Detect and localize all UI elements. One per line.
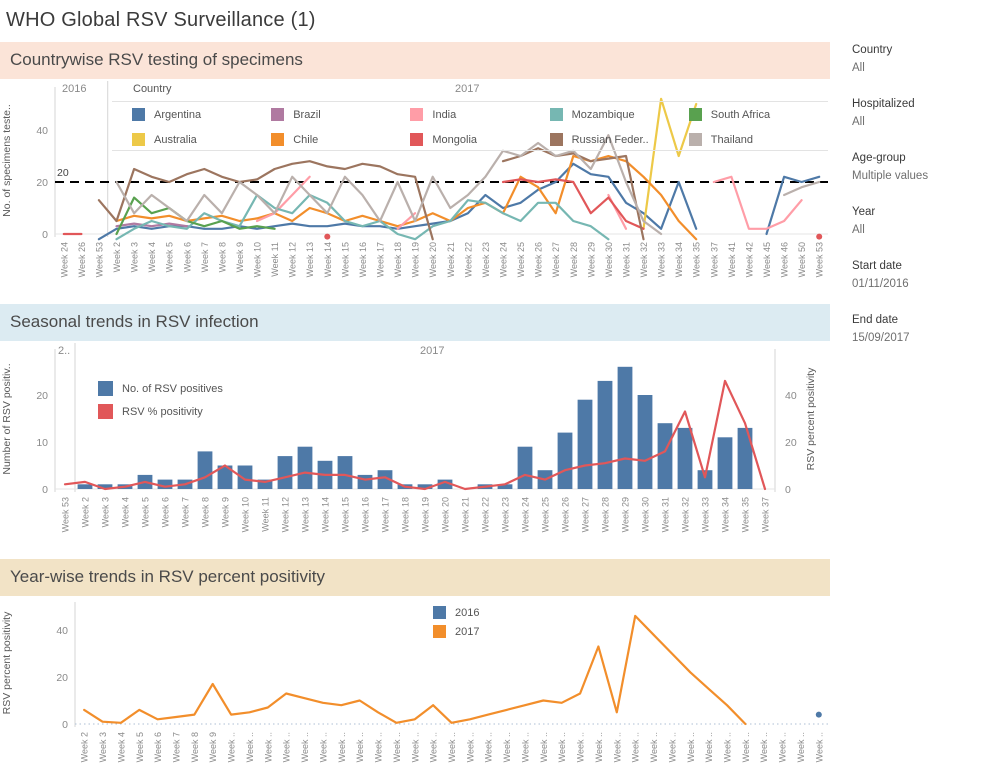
svg-text:0: 0 (42, 484, 48, 496)
legend-item-mongolia[interactable] (410, 133, 549, 146)
svg-text:Week 23: Week 23 (480, 241, 491, 278)
svg-text:Week 14: Week 14 (320, 497, 331, 533)
svg-text:Week 6: Week 6 (160, 497, 171, 528)
filter-label: Hospitalized (852, 98, 915, 110)
svg-text:0: 0 (62, 719, 68, 731)
svg-text:Week ..: Week .. (814, 732, 825, 763)
svg-text:Week 34: Week 34 (674, 242, 685, 278)
specimens-pane-header (0, 83, 830, 101)
svg-text:Week 17: Week 17 (375, 242, 386, 278)
svg-text:Week 16: Week 16 (360, 497, 371, 533)
svg-text:Week ..: Week .. (538, 732, 549, 763)
svg-text:Week 24: Week 24 (59, 242, 70, 278)
svg-text:Week 22: Week 22 (463, 242, 474, 278)
legend-swatch (410, 133, 423, 146)
svg-text:Week 30: Week 30 (603, 242, 614, 278)
legend-label: 2016 (455, 606, 480, 619)
svg-text:Week 24: Week 24 (520, 497, 531, 533)
svg-text:20: 20 (36, 177, 48, 189)
legend-label: India (432, 108, 457, 121)
svg-text:Week 26: Week 26 (533, 242, 544, 278)
legend-item-thailand[interactable] (689, 133, 828, 146)
legend-label: Thailand (710, 133, 753, 146)
legend-swatch (410, 108, 423, 121)
filter-age-group (852, 152, 976, 182)
svg-text:Week ..: Week .. (777, 732, 788, 763)
svg-text:Week 21: Week 21 (445, 242, 456, 278)
svg-text:Week 29: Week 29 (586, 242, 597, 278)
filter-value-dropdown[interactable]: 01/11/2016 (852, 278, 909, 290)
svg-text:Week ..: Week .. (410, 732, 421, 763)
svg-text:Week 5: Week 5 (164, 242, 175, 273)
svg-text:Week 35: Week 35 (691, 242, 702, 278)
legend-title: Country (133, 83, 172, 95)
svg-text:Week 8: Week 8 (217, 242, 228, 273)
pane-label-2017: 2017 (420, 345, 445, 357)
svg-text:Week 26: Week 26 (76, 242, 87, 278)
svg-text:Week 15: Week 15 (340, 497, 351, 533)
svg-text:Week ..: Week .. (740, 732, 751, 763)
svg-text:20: 20 (36, 390, 48, 402)
chart-specimens (0, 79, 830, 304)
legend-label: South Africa (710, 108, 771, 121)
svg-text:Week 37: Week 37 (760, 497, 771, 533)
svg-text:Week 10: Week 10 (252, 242, 263, 278)
yearwise-chart-canvas[interactable] (0, 596, 830, 780)
svg-text:Week 33: Week 33 (656, 242, 667, 278)
svg-text:Week ..: Week .. (722, 732, 733, 763)
legend-swatch (132, 133, 145, 146)
svg-text:Week 24: Week 24 (498, 242, 509, 278)
legend-label: No. of RSV positives (122, 382, 223, 395)
svg-text:Week ..: Week .. (593, 732, 604, 763)
filter-start-date (852, 260, 976, 290)
legend-item-mozambique[interactable] (550, 108, 689, 121)
chart-seasonal (0, 341, 830, 559)
svg-text:40: 40 (56, 625, 68, 637)
svg-text:Week 32: Week 32 (680, 497, 691, 533)
svg-text:Week 30: Week 30 (640, 497, 651, 533)
svg-text:Week 19: Week 19 (410, 242, 421, 278)
svg-text:Week 37: Week 37 (709, 242, 720, 278)
legend-item-2017[interactable] (433, 625, 479, 638)
svg-text:Week 53: Week 53 (60, 497, 71, 533)
filter-label: Start date (852, 260, 902, 272)
filter-value-dropdown[interactable]: All (852, 224, 865, 236)
svg-text:Week ..: Week .. (373, 732, 384, 763)
svg-text:Week ..: Week .. (630, 732, 641, 763)
svg-text:Week 10: Week 10 (240, 497, 251, 533)
legend-item-chile[interactable] (271, 133, 410, 146)
svg-text:Week 4: Week 4 (120, 497, 131, 528)
filter-label: Age-group (852, 152, 906, 164)
svg-text:Week 25: Week 25 (516, 242, 527, 278)
legend-label: Chile (293, 133, 319, 146)
svg-text:Week 32: Week 32 (639, 242, 650, 278)
svg-text:Week ..: Week .. (281, 732, 292, 763)
svg-text:Week 41: Week 41 (726, 242, 737, 278)
svg-text:Week 18: Week 18 (393, 242, 404, 278)
svg-text:Week 35: Week 35 (740, 497, 751, 533)
svg-text:Week ..: Week .. (428, 732, 439, 763)
svg-text:Week 17: Week 17 (380, 497, 391, 533)
svg-text:Week ..: Week .. (263, 732, 274, 763)
legend-swatch (689, 133, 702, 146)
svg-text:Week ..: Week .. (612, 732, 623, 763)
svg-text:Week 8: Week 8 (200, 497, 211, 528)
svg-text:Week ..: Week .. (226, 732, 237, 763)
svg-text:Week ..: Week .. (465, 732, 476, 763)
svg-text:Week 22: Week 22 (480, 497, 491, 533)
legend-swatch (550, 108, 563, 121)
svg-text:Week 13: Week 13 (305, 242, 316, 278)
svg-text:Week 2: Week 2 (80, 497, 91, 528)
legend-label: 2017 (455, 625, 480, 638)
pane-label-2016-trunc: 2.. (58, 345, 71, 357)
legend-swatch (433, 625, 446, 638)
svg-text:Week ..: Week .. (520, 732, 531, 763)
svg-text:Week ..: Week .. (355, 732, 366, 763)
legend-swatch (433, 606, 446, 619)
svg-text:Week ..: Week .. (795, 732, 806, 763)
legend-item-2016[interactable] (433, 606, 479, 619)
legend-label: Argentina (154, 108, 202, 121)
svg-text:Week 3: Week 3 (100, 497, 111, 528)
legend-item-argentina[interactable] (132, 108, 271, 121)
svg-text:Week ..: Week .. (649, 732, 660, 763)
svg-text:Week 25: Week 25 (540, 497, 551, 533)
country-legend (112, 101, 828, 151)
legend-item-russian-feder-[interactable] (550, 133, 689, 146)
svg-text:Week 12: Week 12 (287, 242, 298, 278)
svg-text:Week 5: Week 5 (134, 732, 145, 763)
filter-label: End date (852, 314, 899, 326)
svg-text:20: 20 (56, 672, 68, 684)
seasonal-legend (98, 381, 223, 427)
filter-value-dropdown[interactable]: 15/09/2017 (852, 332, 910, 344)
svg-text:Week 50: Week 50 (797, 242, 808, 278)
svg-text:Week ..: Week .. (336, 732, 347, 763)
seasonal-pane-header (0, 345, 830, 361)
legend-swatch (132, 108, 145, 121)
filter-end-date (852, 314, 976, 344)
svg-text:Week ..: Week .. (575, 732, 586, 763)
svg-text:Week 7: Week 7 (171, 732, 182, 763)
legend-item-no-of-rsv-positives[interactable] (98, 381, 223, 396)
svg-text:Week ..: Week .. (318, 732, 329, 763)
svg-text:Number of RSV positiv..: Number of RSV positiv.. (1, 363, 13, 475)
svg-text:Week 26: Week 26 (560, 497, 571, 533)
section-header-seasonal: Seasonal trends in RSV infection (0, 304, 830, 341)
legend-label: Australia (154, 133, 197, 146)
svg-text:Week ..: Week .. (244, 732, 255, 763)
svg-text:Week ..: Week .. (391, 732, 402, 763)
svg-text:Week 9: Week 9 (234, 242, 245, 273)
svg-text:Week ..: Week .. (447, 732, 457, 763)
svg-text:Week 3: Week 3 (98, 732, 109, 763)
filter-hospitalized (852, 98, 976, 128)
svg-text:Week ..: Week .. (667, 732, 678, 763)
page-title: WHO Global RSV Surveillance (1) (6, 9, 316, 31)
svg-text:Week ..: Week .. (704, 732, 715, 763)
legend-label: Brazil (293, 108, 321, 121)
legend-item-brazil[interactable] (271, 108, 410, 121)
svg-text:20: 20 (57, 167, 69, 179)
svg-text:Week 7: Week 7 (180, 497, 191, 528)
svg-text:Week 14: Week 14 (322, 242, 333, 278)
svg-text:Week 19: Week 19 (420, 497, 431, 533)
svg-text:Week 20: Week 20 (440, 497, 451, 533)
filter-value-dropdown[interactable]: All (852, 116, 865, 128)
pane-label-2017: 2017 (455, 83, 480, 95)
svg-text:0: 0 (42, 229, 48, 241)
svg-text:40: 40 (36, 125, 48, 137)
svg-text:Week 23: Week 23 (500, 497, 511, 533)
filter-value-dropdown[interactable]: Multiple values (852, 170, 929, 182)
svg-text:Week 29: Week 29 (620, 497, 631, 533)
legend-swatch (689, 108, 702, 121)
svg-text:Week 2: Week 2 (79, 732, 90, 763)
svg-text:Week ..: Week .. (502, 732, 513, 763)
legend-item-south-africa[interactable] (689, 108, 828, 121)
svg-text:40: 40 (785, 390, 797, 402)
svg-text:Week 8: Week 8 (189, 732, 200, 763)
svg-text:Week 53: Week 53 (94, 242, 105, 278)
svg-text:Week 5: Week 5 (140, 497, 151, 528)
filter-value-dropdown[interactable]: All (852, 62, 865, 74)
svg-text:Week 28: Week 28 (600, 497, 611, 533)
svg-text:Week 45: Week 45 (762, 242, 773, 278)
svg-text:Week 3: Week 3 (129, 242, 140, 273)
svg-text:Week 42: Week 42 (744, 242, 755, 278)
svg-text:Week 7: Week 7 (199, 242, 210, 273)
svg-text:RSV percent positivity: RSV percent positivity (1, 611, 13, 715)
svg-text:Week ..: Week .. (557, 732, 568, 763)
svg-text:Week 18: Week 18 (400, 497, 411, 533)
svg-text:Week 34: Week 34 (720, 497, 731, 533)
legend-item-rsv-positivity[interactable] (98, 404, 223, 419)
svg-text:Week 27: Week 27 (551, 242, 562, 278)
legend-label: Mongolia (432, 133, 478, 146)
svg-text:Week 6: Week 6 (182, 242, 193, 273)
svg-text:Week 27: Week 27 (580, 497, 591, 533)
svg-text:Week 2: Week 2 (111, 242, 122, 273)
legend-swatch (271, 133, 284, 146)
svg-text:Week 11: Week 11 (260, 497, 271, 532)
section-header-yearwise: Year-wise trends in RSV percent positivity (0, 559, 830, 596)
legend-swatch (98, 404, 113, 419)
svg-text:Week 15: Week 15 (340, 242, 351, 278)
svg-text:Week 53: Week 53 (814, 242, 825, 278)
svg-text:10: 10 (36, 437, 48, 449)
seasonal-chart-canvas[interactable] (0, 341, 830, 559)
filter-label: Country (852, 44, 893, 56)
svg-text:Week ..: Week .. (759, 732, 770, 763)
svg-text:Week 33: Week 33 (700, 497, 711, 533)
year-legend (433, 606, 479, 644)
legend-swatch (271, 108, 284, 121)
section-header-specimens: Countrywise RSV testing of specimens (0, 42, 830, 79)
svg-text:RSV percent positivity: RSV percent positivity (805, 367, 817, 471)
svg-text:Week 12: Week 12 (280, 497, 291, 533)
svg-text:Week 16: Week 16 (357, 242, 368, 278)
svg-text:Week ..: Week .. (300, 732, 311, 763)
legend-swatch (550, 133, 563, 146)
svg-text:20: 20 (785, 437, 797, 449)
pane-label-2016: 2016 (62, 83, 87, 95)
svg-text:Week 9: Week 9 (220, 497, 231, 528)
svg-text:Week 4: Week 4 (116, 732, 127, 763)
svg-text:Week 46: Week 46 (779, 242, 790, 278)
svg-text:Week 28: Week 28 (568, 242, 579, 278)
filter-year (852, 206, 976, 236)
svg-text:Week 13: Week 13 (300, 497, 311, 533)
svg-text:Week ..: Week .. (685, 732, 696, 763)
svg-text:0: 0 (785, 484, 791, 496)
legend-label: Mozambique (571, 108, 635, 121)
legend-item-india[interactable] (410, 108, 549, 121)
legend-label: Russian Feder.. (571, 133, 649, 146)
svg-text:No. of specimens teste..: No. of specimens teste.. (1, 104, 13, 217)
svg-text:Week 9: Week 9 (208, 732, 219, 763)
legend-label: RSV % positivity (122, 405, 203, 418)
filter-label: Year (852, 206, 876, 218)
svg-text:Week 11: Week 11 (270, 242, 281, 277)
svg-text:Week 20: Week 20 (428, 242, 439, 278)
svg-text:Week 31: Week 31 (660, 497, 671, 533)
svg-text:Week 21: Week 21 (460, 497, 471, 533)
svg-text:Week ..: Week .. (483, 732, 494, 763)
svg-text:Week 6: Week 6 (153, 732, 164, 763)
chart-yearwise (0, 596, 830, 780)
svg-text:Week 31: Week 31 (621, 242, 632, 278)
filter-sidebar (830, 0, 984, 784)
svg-text:Week 4: Week 4 (147, 242, 158, 273)
filter-country (852, 44, 976, 74)
legend-swatch (98, 381, 113, 396)
legend-item-australia[interactable] (132, 133, 271, 146)
